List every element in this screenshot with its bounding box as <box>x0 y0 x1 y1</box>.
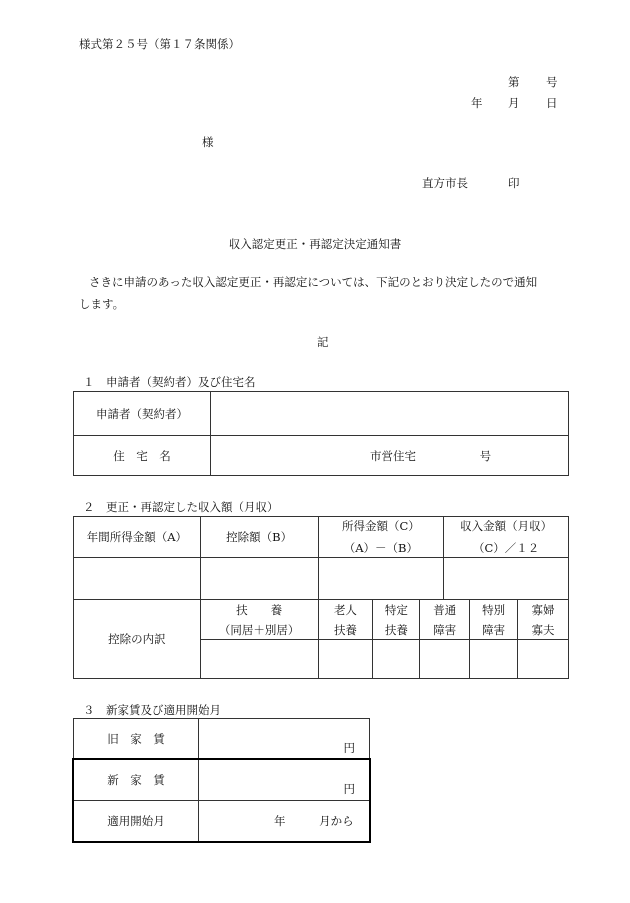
col-income-c-line2: （A）－（B） <box>343 541 418 555</box>
widow-header <box>518 600 569 640</box>
specific-header <box>373 600 420 640</box>
special-disability-header <box>470 600 518 640</box>
normal-disability-value[interactable] <box>420 640 470 679</box>
applicant-label: 申請者（契約者） <box>74 392 211 436</box>
old-rent-yen: 円 <box>343 741 355 755</box>
ki-marker: 記 <box>317 335 329 349</box>
new-rent-yen: 円 <box>343 782 355 796</box>
start-year-unit: 年 <box>274 814 286 828</box>
annual-income-value[interactable] <box>74 558 201 600</box>
body-text-line1: さきに申請のあった収入認定更正・再認定については、下記のとおり決定したので通知 <box>89 275 538 289</box>
dependents-value[interactable] <box>200 640 318 679</box>
new-rent-label: 新 家 賃 <box>74 760 199 801</box>
special-disability-value[interactable] <box>470 640 518 679</box>
col-deduction: 控除額（B） <box>200 517 318 558</box>
col-income-c <box>318 517 444 558</box>
dependents-line2: （同居＋別居） <box>218 622 300 637</box>
elderly-value[interactable] <box>318 640 373 679</box>
doc-number-dai: 第 <box>508 75 520 89</box>
date-year: 年 <box>471 96 483 110</box>
col-monthly-income-line2: （C）／１２ <box>472 541 540 555</box>
widow-line2: 寡夫 <box>531 622 555 637</box>
col-annual-income: 年間所得金額（A） <box>74 517 201 558</box>
housing-prefix: 市営住宅 <box>370 448 416 463</box>
seal: 印 <box>508 176 520 190</box>
section1-heading: １ 申請者（契約者）及び住宅名 <box>83 375 256 389</box>
deduction-breakdown-label: 控除の内訳 <box>74 600 201 679</box>
rent-table <box>73 718 370 842</box>
dependents-header <box>200 600 318 640</box>
special-disability-line1: 特別 <box>482 602 506 617</box>
body-text-line2: します。 <box>79 297 125 311</box>
normal-disability-header <box>420 600 470 640</box>
income-c-value[interactable] <box>318 558 444 600</box>
start-month-label: 適用開始月 <box>74 801 199 842</box>
elderly-line2: 扶養 <box>333 622 357 637</box>
widow-line1: 寡婦 <box>531 602 555 617</box>
section3-heading: ３ 新家賃及び適用開始月 <box>83 703 221 717</box>
applicant-value[interactable] <box>211 392 569 436</box>
income-table <box>73 516 569 679</box>
housing-label: 住 宅 名 <box>74 436 211 476</box>
col-monthly-income <box>444 517 569 558</box>
section2-heading: ２ 更正・再認定した収入額（月収） <box>83 500 279 514</box>
specific-line2: 扶養 <box>384 622 408 637</box>
elderly-header <box>318 600 373 640</box>
special-disability-line2: 障害 <box>482 622 506 637</box>
monthly-income-value[interactable] <box>444 558 569 600</box>
addressee-suffix: 様 <box>202 135 214 149</box>
elderly-line1: 老人 <box>333 602 357 617</box>
date-month: 月 <box>508 96 520 110</box>
doc-number-go: 号 <box>546 75 558 89</box>
old-rent-value[interactable] <box>199 719 370 760</box>
applicant-table <box>73 391 569 476</box>
housing-value[interactable] <box>211 436 569 476</box>
specific-line1: 特定 <box>384 602 408 617</box>
normal-disability-line1: 普通 <box>433 602 457 617</box>
start-month-value[interactable] <box>199 801 370 842</box>
widow-value[interactable] <box>518 640 569 679</box>
issuer: 直方市長 <box>422 176 468 190</box>
col-income-c-line1: 所得金額（C） <box>341 519 420 533</box>
document-title: 収入認定更正・再認定決定通知書 <box>228 237 402 251</box>
date-day: 日 <box>546 96 558 110</box>
specific-value[interactable] <box>373 640 420 679</box>
normal-disability-line2: 障害 <box>433 622 457 637</box>
deduction-value[interactable] <box>200 558 318 600</box>
form-number: 様式第２５号（第１７条関係） <box>79 37 240 51</box>
col-monthly-income-line1: 収入金額（月収） <box>460 519 553 533</box>
old-rent-label: 旧 家 賃 <box>74 719 199 760</box>
dependents-line1: 扶 養 <box>236 602 283 617</box>
housing-suffix: 号 <box>479 448 492 463</box>
new-rent-value[interactable] <box>199 760 370 801</box>
start-month-unit: 月から <box>319 814 354 828</box>
